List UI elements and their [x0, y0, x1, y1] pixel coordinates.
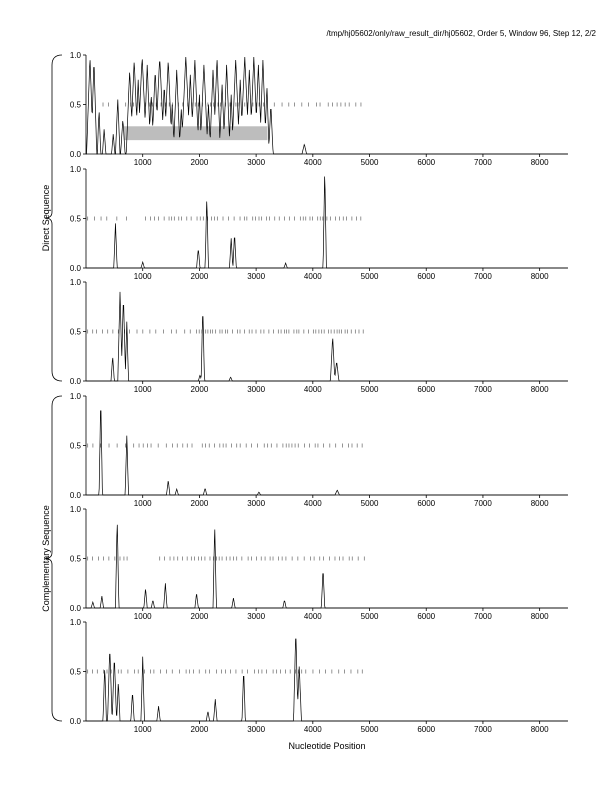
y-tick-label: 0.0	[69, 150, 81, 159]
x-tick-label: 7000	[474, 725, 492, 734]
chart-panel	[70, 505, 568, 621]
y-tick-label: 0.0	[69, 377, 81, 386]
y-tick-label: 0.0	[69, 491, 81, 500]
x-tick-label: 8000	[530, 385, 549, 394]
y-tick-label: 0.0	[69, 264, 81, 273]
x-tick-label: 4000	[303, 385, 322, 394]
y-tick-label: 1.0	[69, 392, 81, 401]
series-line	[86, 292, 568, 381]
y-tick-label: 0.5	[69, 441, 81, 451]
panel-group	[41, 51, 568, 734]
x-tick-label: 3000	[247, 612, 266, 621]
x-tick-label: 5000	[360, 612, 379, 621]
series-line	[86, 411, 568, 495]
x-tick-label: 1000	[133, 612, 152, 621]
x-tick-label: 7000	[474, 272, 492, 281]
x-tick-label: 3000	[247, 158, 266, 167]
y-tick-label: 1.0	[69, 618, 81, 627]
x-tick-label: 6000	[417, 499, 436, 508]
x-tick-label: 3000	[247, 385, 266, 394]
chart-panel	[70, 278, 568, 394]
x-tick-label: 3000	[247, 272, 266, 281]
x-tick-label: 1000	[133, 158, 152, 167]
x-tick-label: 7000	[474, 499, 492, 508]
chart-panel	[70, 165, 568, 281]
y-tick-label: 0.5	[69, 214, 81, 224]
x-tick-label: 1000	[133, 272, 152, 281]
x-tick-label: 5000	[360, 725, 379, 734]
x-tick-label: 2000	[190, 725, 209, 734]
x-tick-label: 6000	[417, 158, 436, 167]
x-tick-label: 5000	[360, 499, 379, 508]
x-tick-label: 6000	[417, 272, 436, 281]
chart-panel	[70, 51, 568, 167]
x-tick-label: 1000	[133, 499, 152, 508]
group-label: Direct Sequence	[41, 184, 51, 252]
x-tick-label: 2000	[190, 158, 209, 167]
series-line	[86, 525, 568, 608]
x-tick-label: 4000	[303, 499, 322, 508]
y-tick-label: 1.0	[69, 505, 81, 514]
x-tick-label: 6000	[417, 385, 436, 394]
x-tick-label: 6000	[417, 612, 436, 621]
y-tick-label: 0.5	[69, 667, 81, 677]
x-tick-label: 4000	[303, 272, 322, 281]
x-tick-label: 2000	[190, 612, 209, 621]
x-tick-label: 4000	[303, 612, 322, 621]
x-tick-label: 4000	[303, 725, 322, 734]
x-tick-label: 4000	[303, 158, 322, 167]
x-tick-label: 1000	[133, 385, 152, 394]
x-tick-label: 7000	[474, 612, 492, 621]
x-tick-label: 2000	[190, 272, 209, 281]
y-tick-label: 0.0	[69, 604, 81, 613]
y-tick-label: 0.0	[69, 717, 81, 726]
x-tick-label: 3000	[247, 725, 266, 734]
x-tick-label: 8000	[530, 272, 549, 281]
chart-panel	[70, 392, 568, 508]
x-tick-label: 8000	[530, 158, 549, 167]
x-tick-label: 2000	[190, 385, 209, 394]
y-tick-label: 1.0	[69, 51, 81, 60]
x-tick-label: 5000	[360, 385, 379, 394]
y-tick-label: 1.0	[69, 278, 81, 287]
x-tick-label: 6000	[417, 725, 436, 734]
x-tick-label: 8000	[530, 499, 549, 508]
y-tick-label: 0.5	[69, 100, 81, 110]
x-tick-label: 7000	[474, 158, 492, 167]
x-axis-label: Nucleotide Position	[288, 741, 366, 751]
series-line	[86, 177, 568, 269]
x-tick-label: 3000	[247, 499, 266, 508]
chart-title: /tmp/hj05602/only/raw_result_dir/hj05602, Order 5, Window 96, Step 12, 2/2	[326, 29, 596, 38]
x-tick-label: 5000	[360, 158, 379, 167]
x-tick-label: 5000	[360, 272, 379, 281]
x-tick-label: 2000	[190, 499, 209, 508]
y-tick-label: 0.5	[69, 327, 81, 337]
group-label: Complementary Sequence	[41, 505, 51, 612]
x-tick-label: 8000	[530, 725, 549, 734]
series-line	[86, 639, 568, 721]
highlight-region	[124, 126, 267, 140]
chart-panel	[70, 618, 568, 734]
x-tick-label: 7000	[474, 385, 492, 394]
y-tick-label: 1.0	[69, 165, 81, 174]
x-tick-label: 1000	[133, 725, 152, 734]
x-tick-label: 8000	[530, 612, 549, 621]
y-tick-label: 0.5	[69, 554, 81, 564]
